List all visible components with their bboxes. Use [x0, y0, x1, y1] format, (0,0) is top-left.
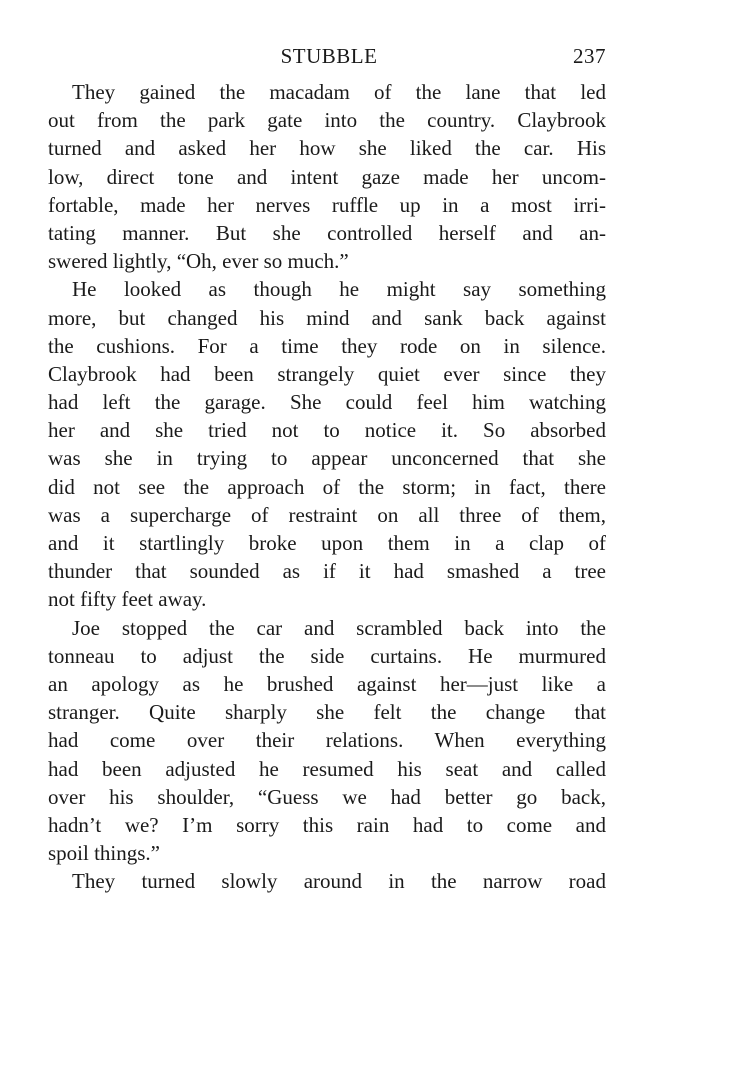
text-line: had left the garage. She could feel him watching: [48, 390, 606, 415]
running-head: [48, 44, 606, 78]
book-page: [48, 44, 606, 895]
text-line: thunder that sounded as if it had smashed a tree: [48, 559, 606, 584]
paragraph: [48, 78, 606, 275]
paragraph: [48, 275, 606, 613]
paragraph: [48, 614, 606, 868]
text-line: an apology as he brushed against her—just like a: [48, 671, 606, 696]
text-line: the cushions. For a time they rode on in silence.: [48, 333, 606, 358]
text-line: was a supercharge of restraint on all three of them,: [48, 502, 606, 527]
text-line: Joe stopped the car and scrambled back into the: [72, 615, 606, 640]
running-title: STUBBLE: [280, 44, 378, 68]
text-line: and it startlingly broke upon them in a clap of: [48, 531, 606, 555]
text-line: low, direct tone and intent gaze made her uncom-: [48, 164, 606, 189]
text-line: her and she tried not to notice it. So absorbed: [48, 418, 606, 443]
text-line: tonneau to adjust the side curtains. He murmured: [48, 643, 606, 668]
text-line: tating manner. But she controlled herself and an-: [48, 220, 606, 245]
text-line: They turned slowly around in the narrow road: [72, 869, 606, 894]
page-number: 237: [573, 44, 606, 68]
text-line: They gained the macadam of the lane that led: [72, 80, 606, 104]
text-line: fortable, made her nerves ruffle up in a most irri-: [48, 192, 606, 217]
text-line: turned and asked her how she liked the car. His: [48, 136, 606, 161]
text-line: did not see the approach of the storm; in fact, there: [48, 474, 606, 499]
text-line: had been adjusted he resumed his seat and called: [48, 756, 606, 781]
body-text: [48, 78, 606, 895]
paragraph: [48, 867, 606, 895]
text-line: stranger. Quite sharply she felt the change that: [48, 700, 606, 725]
text-line: not fifty feet away.: [48, 587, 207, 612]
text-line: spoil things.”: [48, 841, 161, 866]
text-line: out from the park gate into the country. Claybrook: [48, 108, 606, 133]
text-line: had come over their relations. When everything: [48, 728, 606, 753]
text-line: He looked as though he might say something: [72, 277, 606, 302]
text-line: over his shoulder, “Guess we had better go back,: [48, 784, 606, 809]
text-line: hadn’t we? I’m sorry this rain had to come and: [48, 812, 606, 837]
text-line: swered lightly, “Oh, ever so much.”: [48, 249, 349, 274]
text-line: Claybrook had been strangely quiet ever since they: [48, 361, 606, 386]
text-line: was she in trying to appear unconcerned that she: [48, 446, 606, 471]
text-line: more, but changed his mind and sank back against: [48, 305, 606, 330]
